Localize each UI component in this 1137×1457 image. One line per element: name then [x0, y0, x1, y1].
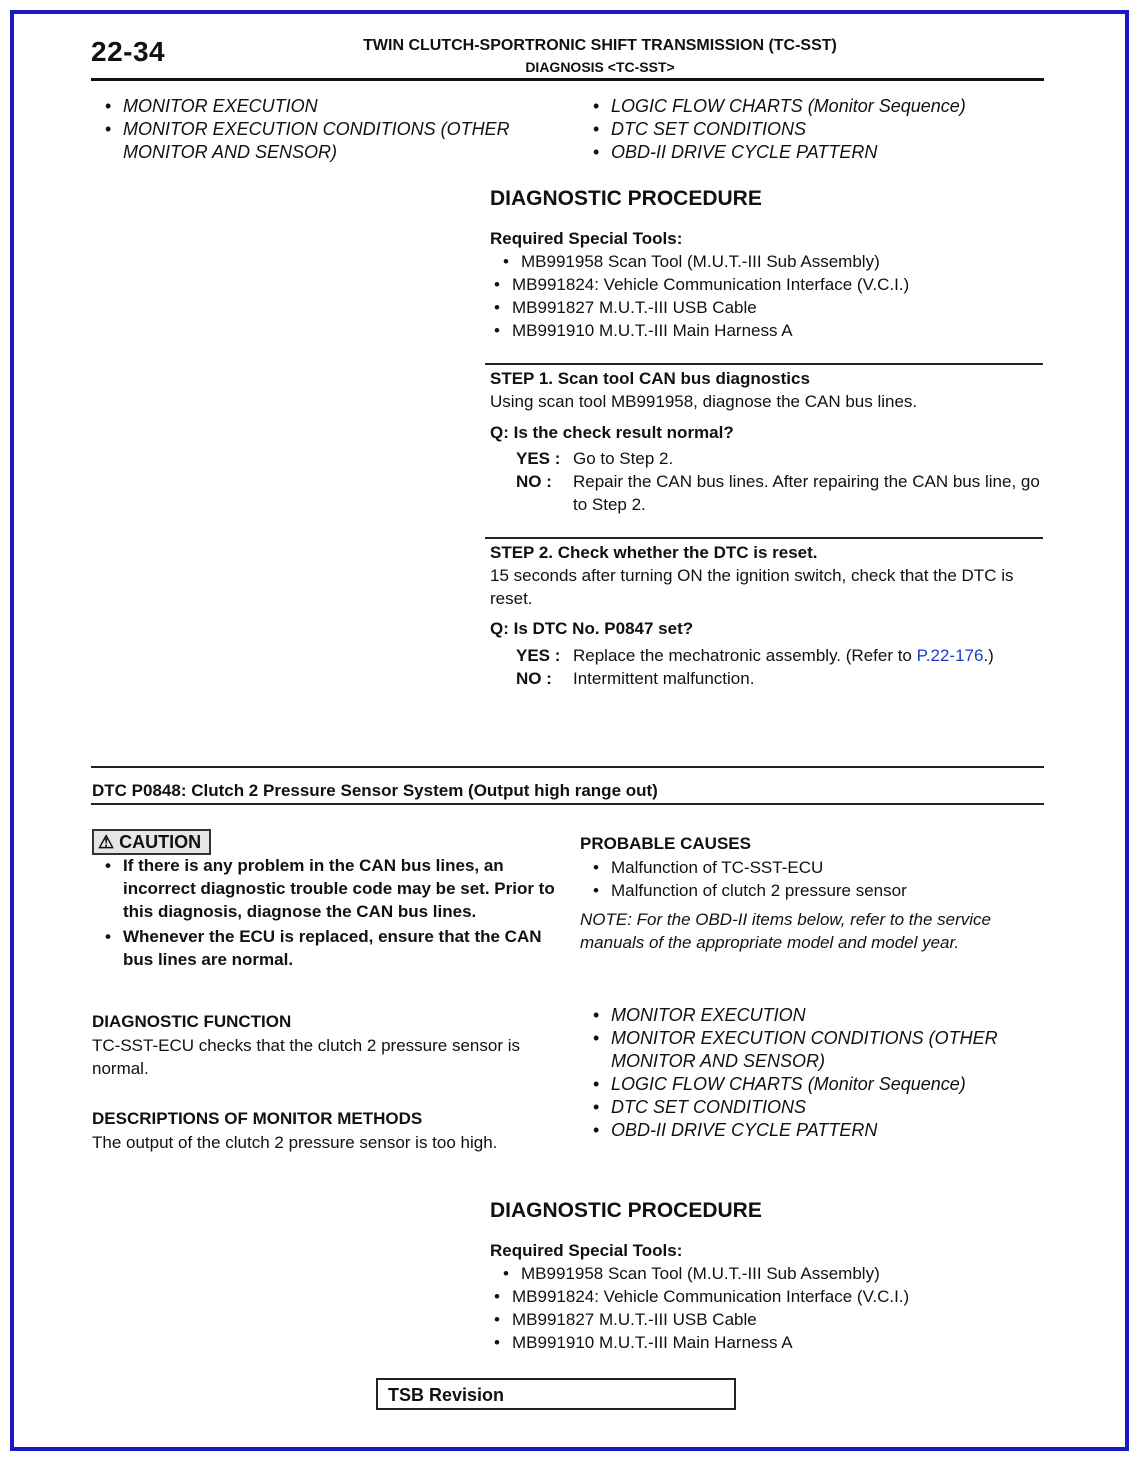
tool-sub-item: • MB991910 M.U.T.-III Main Harness A — [490, 1331, 1040, 1354]
tool-item: • MB991958 Scan Tool (M.U.T.-III Sub Assembly) — [499, 1262, 1040, 1285]
yes-text: Go to Step 2. — [573, 449, 674, 468]
diag-function-text: TC-SST-ECU checks that the clutch 2 pressure sensor is normal. — [92, 1036, 520, 1078]
dtc-rule-top — [91, 766, 1044, 768]
list-item: • MONITOR EXECUTION CONDITIONS (OTHER MONITOR AND SENSOR) — [589, 1027, 1041, 1073]
required-tools — [490, 227, 1040, 342]
no-label: NO : — [516, 669, 552, 688]
probable-causes-title: PROBABLE CAUSES — [580, 834, 751, 853]
step-1-title: STEP 1. Scan tool CAN bus diagnostics — [490, 369, 810, 388]
page-reference-link[interactable]: P.22-176 — [916, 646, 984, 665]
list-item: • DTC SET CONDITIONS — [589, 118, 1039, 141]
tools-heading: Required Special Tools: — [490, 229, 683, 248]
list-item: • DTC SET CONDITIONS — [589, 1096, 1041, 1119]
page-subtitle: DIAGNOSIS <TC-SST> — [525, 59, 675, 75]
no-text: Repair the CAN bus lines. After repairing the CAN bus line, go to Step 2. — [573, 472, 1040, 514]
step-2-no — [516, 667, 1042, 690]
step-1-question: Q: Is the check result normal? — [490, 423, 734, 442]
tool-sub-item: • MB991827 M.U.T.-III USB Cable — [490, 296, 1040, 319]
step-2-yes — [516, 644, 1042, 667]
obd-note: NOTE: For the OBD-II items below, refer to the service manuals of the appropriate model and model year. — [580, 910, 991, 952]
step-1-no — [516, 470, 1042, 516]
step-1 — [490, 367, 1042, 516]
caution-list — [101, 854, 556, 971]
top-monitor-list-right — [589, 95, 1039, 164]
tool-sub-item: • MB991827 M.U.T.-III USB Cable — [490, 1308, 1040, 1331]
yes-label: YES : — [516, 646, 561, 665]
header-rule — [91, 78, 1044, 81]
step-1-yes — [516, 447, 1042, 470]
step-2-title: STEP 2. Check whether the DTC is reset. — [490, 543, 818, 562]
tool-sub-item: • MB991824: Vehicle Communication Interface (V.C.I.) — [490, 273, 1040, 296]
procedure-title: DIAGNOSTIC PROCEDURE — [490, 187, 762, 210]
monitor-methods-text: The output of the clutch 2 pressure sensor is too high. — [92, 1133, 498, 1152]
bottom-monitor-list — [589, 1004, 1041, 1142]
list-item: • MONITOR EXECUTION — [101, 95, 561, 118]
step-1-text: Using scan tool MB991958, diagnose the CAN bus lines. — [490, 392, 918, 411]
step-divider — [485, 537, 1043, 539]
list-item: • MONITOR EXECUTION — [589, 1004, 1041, 1027]
list-item: • LOGIC FLOW CHARTS (Monitor Sequence) — [589, 95, 1039, 118]
monitor-methods-title: DESCRIPTIONS OF MONITOR METHODS — [92, 1109, 423, 1128]
tools-heading: Required Special Tools: — [490, 1241, 683, 1260]
required-tools — [490, 1239, 1040, 1354]
yes-text-end: .) — [983, 646, 994, 665]
no-label: NO : — [516, 472, 552, 491]
no-text: Intermittent malfunction. — [573, 669, 755, 688]
tool-sub-list — [490, 1285, 1040, 1354]
step-2-text: 15 seconds after turning ON the ignition switch, check that the DTC is reset. — [490, 566, 1014, 608]
page-number: 22-34 — [91, 36, 166, 67]
list-item: • LOGIC FLOW CHARTS (Monitor Sequence) — [589, 1073, 1041, 1096]
caution-item: • If there is any problem in the CAN bus lines, an incorrect diagnostic trouble code may be set. Prior to this diagnosis, diagnose the CAN bus lines. — [101, 854, 556, 923]
procedure-title: DIAGNOSTIC PROCEDURE — [490, 1199, 762, 1222]
top-monitor-list-left — [101, 95, 561, 164]
list-item: • Malfunction of TC-SST-ECU — [589, 856, 1039, 879]
list-item: • OBD-II DRIVE CYCLE PATTERN — [589, 1119, 1041, 1142]
warning-icon: ⚠ — [98, 832, 115, 852]
tool-list — [499, 1262, 1040, 1285]
tool-item: • MB991958 Scan Tool (M.U.T.-III Sub Assembly) — [499, 250, 1040, 273]
tsb-revision-box: TSB Revision — [376, 1378, 736, 1410]
caution-box — [92, 829, 211, 855]
tool-sub-list — [490, 273, 1040, 342]
caution-item: • Whenever the ECU is replaced, ensure that the CAN bus lines are normal. — [101, 925, 556, 971]
list-item: • Malfunction of clutch 2 pressure sensor — [589, 879, 1039, 902]
list-item: • MONITOR EXECUTION CONDITIONS (OTHER MONITOR AND SENSOR) — [101, 118, 561, 164]
diag-function-title: DIAGNOSTIC FUNCTION — [92, 1012, 292, 1031]
yes-label: YES : — [516, 449, 561, 468]
yes-answer — [573, 644, 994, 667]
step-divider — [485, 363, 1043, 365]
probable-causes-list — [589, 856, 1039, 902]
step-2-question: Q: Is DTC No. P0847 set? — [490, 619, 694, 638]
step-2 — [490, 541, 1042, 690]
dtc-rule-bottom — [91, 803, 1044, 805]
tool-sub-item: • MB991910 M.U.T.-III Main Harness A — [490, 319, 1040, 342]
tool-list — [499, 250, 1040, 273]
yes-text: Replace the mechatronic assembly. (Refer to — [573, 646, 917, 665]
page-title: TWIN CLUTCH-SPORTRONIC SHIFT TRANSMISSION (TC-SST) — [363, 37, 837, 54]
tool-sub-item: • MB991824: Vehicle Communication Interface (V.C.I.) — [490, 1285, 1040, 1308]
caution-label: ⚠ CAUTION — [92, 829, 211, 855]
dtc-title: DTC P0848: Clutch 2 Pressure Sensor System (Output high range out) — [92, 781, 658, 800]
list-item: • OBD-II DRIVE CYCLE PATTERN — [589, 141, 1039, 164]
